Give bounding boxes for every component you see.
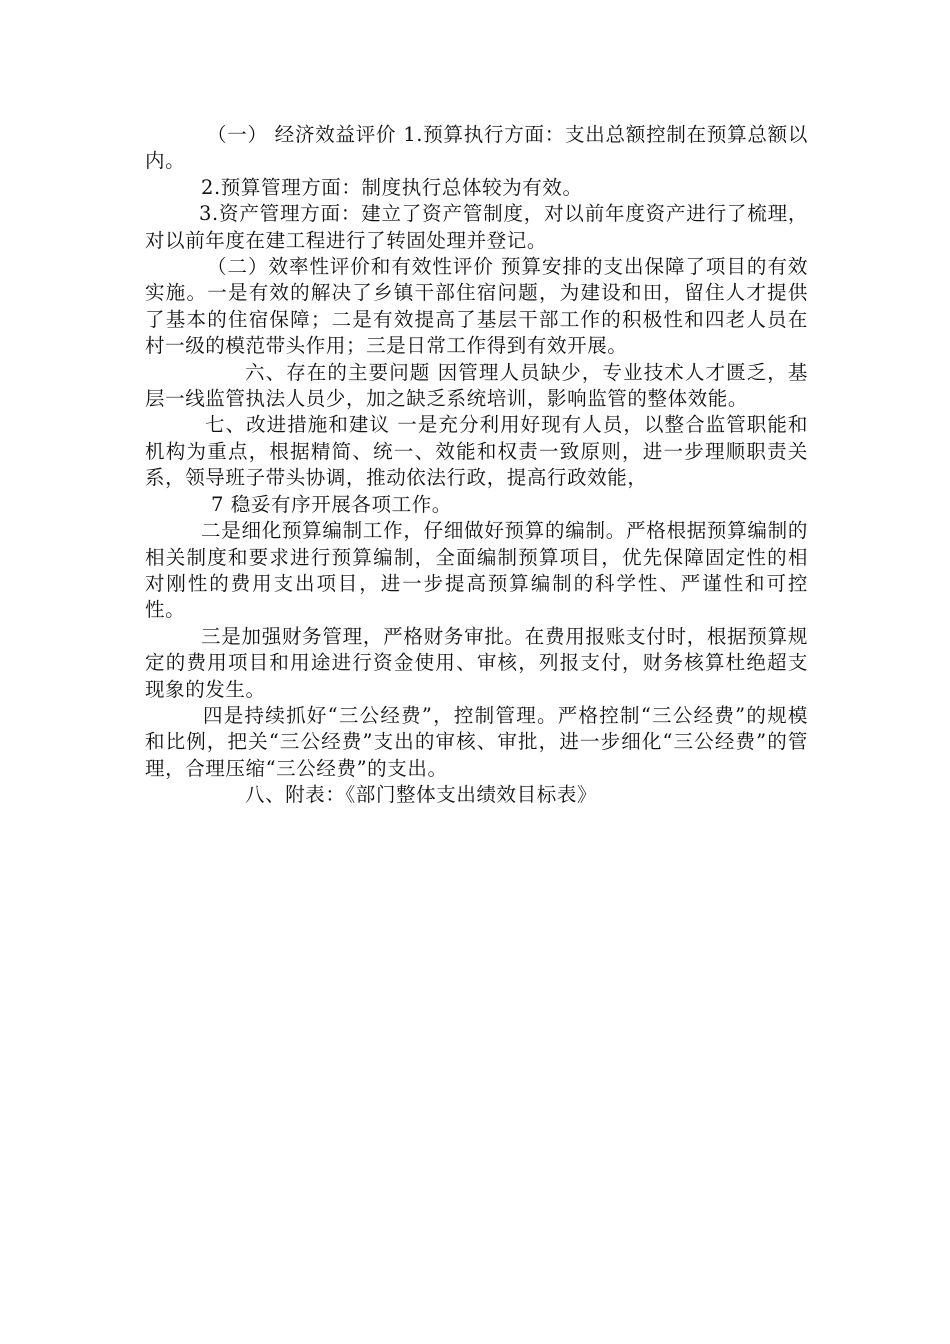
paragraph-three-public-expenses: 四是持续抓好“三公经费”，控制管理。严格控制“三公经费”的规模和比例，把关“三公经费”支出的审核、审批，进一步细化“三公经费”的管理，合理压缩“三公经费”的支出。 [145,703,808,780]
paragraph-attachment: 八、附表：《部门整体支出绩效目标表》 [245,783,598,807]
paragraph-improvement-measures: 七、改进措施和建议 一是充分利用好现有人员，以整合监管职能和机构为重点，根据精简、统一、效能和权责一致原则，进一步理顺职责关系，领导班子带头协调，推动依法行政，提高行政效能， [145,413,808,490]
paragraph-efficiency-evaluation: （二）效率性评价和有效性评价 预算安排的支出保障了项目的有效实施。一是有效的解决了乡镇干部住宿问题，为建设和田，留住人才提供了基本的住宿保障；二是有效提高了基层干部工作的积极性和四老人员在村一级的模范带头作用；三是日常工作得到有效开展。 [145,255,808,358]
paragraph-financial-management: 三是加强财务管理，严格财务审批。在费用报账支付时，根据预算规定的费用项目和用途进行资金使用、审核，列报支付，财务核算杜绝超支现象的发生。 [145,624,808,701]
paragraph-budget-preparation: 二是细化预算编制工作，仔细做好预算的编制。严格根据预算编制的相关制度和要求进行预算编制，全面编制预算项目，优先保障固定性的相对刚性的费用支出项目，进一步提高预算编制的科学性、严谨性和可控性。 [145,519,808,622]
paragraph-main-problems: 六、存在的主要问题 因管理人员缺少，专业技术人才匮乏，基层一线监管执法人员少，加之缺乏系统培训，影响监管的整体效能。 [145,360,808,411]
paragraph-asset-management: 3.资产管理方面：建立了资产管制度，对以前年度资产进行了梳理，对以前年度在建工程进行了转固处理并登记。 [145,202,808,252]
document-body [145,122,808,809]
paragraph-budget-management: 2.预算管理方面：制度执行总体较为有效。 [201,175,583,199]
paragraph-orderly-work: 7 稳妥有序开展各项工作。 [211,492,452,516]
paragraph-economic-evaluation: （一） 经济效益评价 1.预算执行方面：支出总额控制在预算总额以内。 [145,123,808,173]
